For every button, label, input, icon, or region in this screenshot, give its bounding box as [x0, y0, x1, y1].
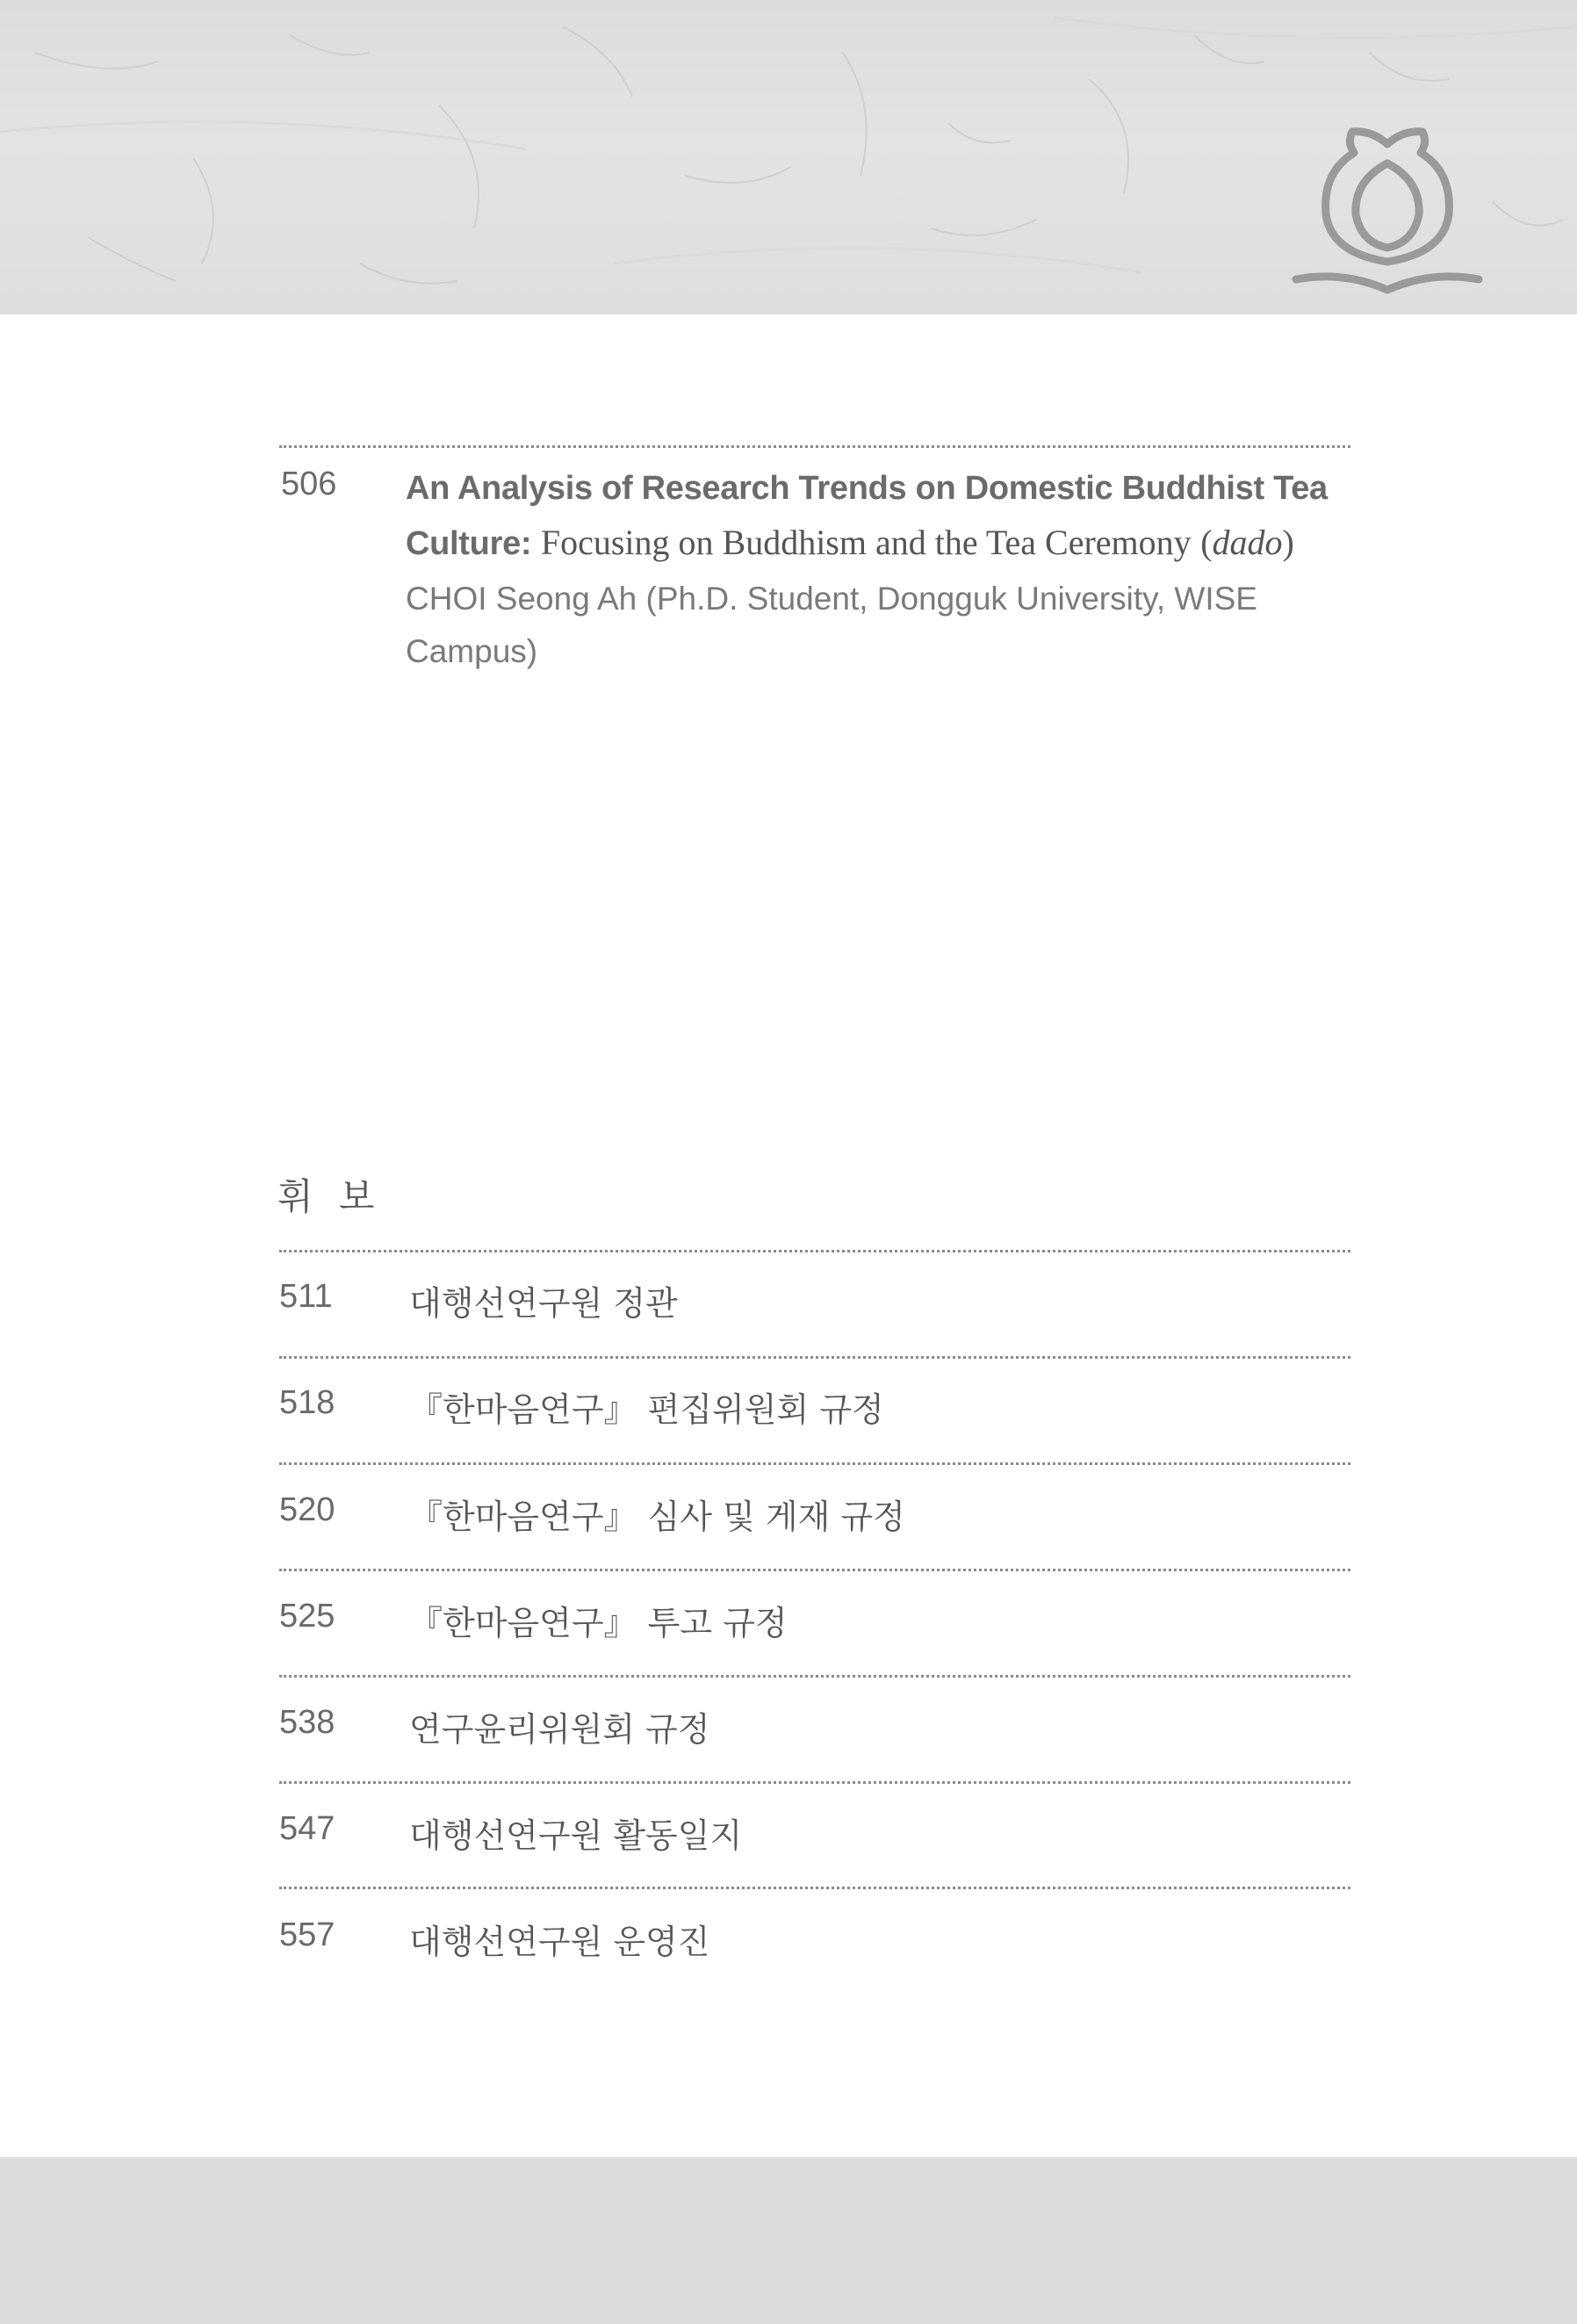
notice-title: 대행선연구원 활동일지 [409, 1816, 743, 1855]
header-band [0, 0, 1577, 314]
notice-item[interactable] [279, 1491, 1350, 1544]
article-title [406, 461, 1354, 571]
article-subtitle: Focusing on Buddhism and the Tea Ceremony [540, 523, 1192, 562]
notice-item[interactable] [279, 1598, 1350, 1650]
notice-page-number: 538 [279, 1704, 335, 1741]
notice-page-number: 557 [279, 1916, 335, 1953]
footer-band [0, 2157, 1577, 2324]
divider [279, 1462, 1350, 1465]
paren-open: ( [1200, 523, 1213, 562]
notice-item[interactable] [279, 1916, 1350, 1969]
notice-title: 대행선연구원 정관 [409, 1284, 678, 1323]
divider [279, 1569, 1350, 1571]
notice-item[interactable] [279, 1384, 1350, 1437]
paren-close: ) [1282, 523, 1294, 562]
notice-item[interactable] [279, 1704, 1350, 1757]
article-entry [406, 461, 1354, 678]
notice-item[interactable] [279, 1278, 1350, 1331]
notice-page-number: 518 [279, 1384, 335, 1421]
notice-title: 대행선연구원 운영진 [409, 1923, 710, 1961]
notice-page-number: 547 [279, 1810, 335, 1847]
notice-page-number: 511 [279, 1278, 333, 1315]
lotus-book-icon [1291, 123, 1484, 307]
divider [279, 1781, 1350, 1784]
divider [279, 1887, 1350, 1889]
divider [279, 445, 1350, 448]
notice-page-number: 520 [279, 1491, 335, 1528]
notice-title: 『한마음연구』 심사 및 게재 규정 [409, 1498, 905, 1536]
divider [279, 1356, 1350, 1359]
section-heading: 휘 보 [277, 1175, 382, 1218]
article-term: dado [1212, 523, 1283, 562]
divider [279, 1675, 1350, 1678]
notice-page-number: 525 [279, 1598, 335, 1635]
article-author: CHOI Seong Ah (Ph.D. Student, Dongguk University, WISE Campus) [406, 581, 1257, 669]
notice-title: 『한마음연구』 투고 규정 [409, 1604, 788, 1642]
notice-title: 연구윤리위원회 규정 [409, 1710, 710, 1749]
notice-title: 『한마음연구』 편집위원회 규정 [409, 1390, 884, 1429]
article-title-main: An Analysis of Research Trends on Domestic Buddhist Tea Culture: [406, 470, 1328, 562]
entry-page-number: 506 [281, 466, 337, 502]
divider [279, 1250, 1350, 1252]
notice-item[interactable] [279, 1810, 1350, 1863]
